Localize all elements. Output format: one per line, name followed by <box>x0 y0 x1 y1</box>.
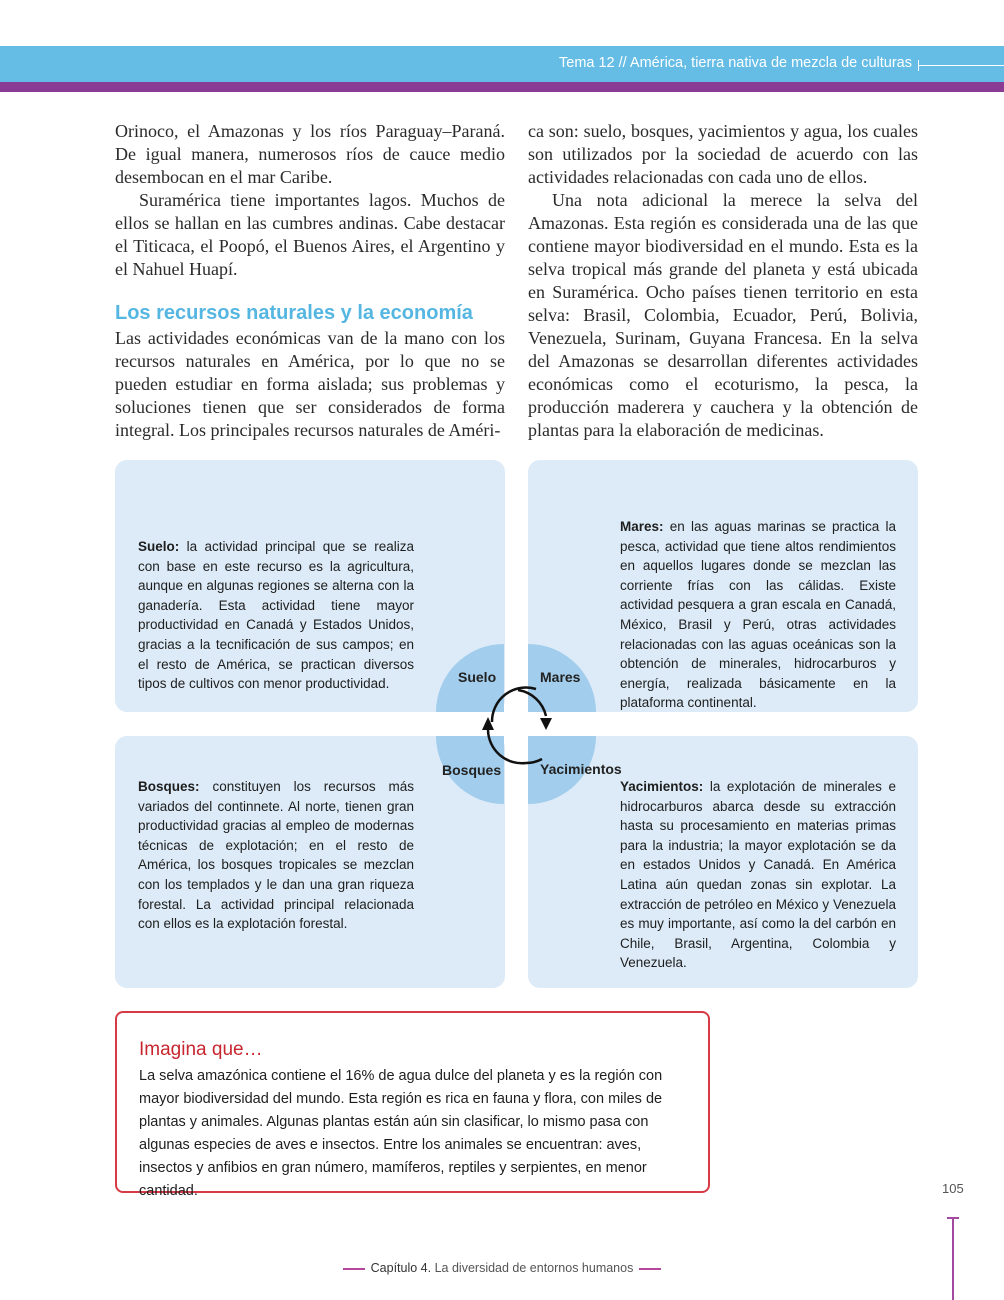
footer-chapter: Capítulo 4. <box>370 1261 432 1275</box>
yacimientos-term: Yacimientos: <box>620 779 704 794</box>
bosques-text: constituyen los recursos más variados del continnete. Al norte, tienen gran productividad gracias al empleo de modernas técnicas de explotación; en el resto de América, los bosques tropicales se mezclan con los templados y le dan una gran riqueza forestal. La actividad principal relacionada con ellos es la explotación forestal. <box>138 779 414 932</box>
label-suelo: Suelo <box>458 669 497 685</box>
yacimientos-text: la explotación de minerales e hidrocarburos abarca desde su extracción hasta su procesamiento en materias primas para la industria; la mayor explotación se da en estados Unidos y Canadá. En América Latina aún quedan zonas sin explotar. La extracción de petróleo en México y Venezuela es muy importante, así como la del carbón en Chile, Brasil, Argentina, Colombia y Venezuela. <box>620 779 896 971</box>
label-bosques: Bosques <box>442 762 502 778</box>
right-column <box>528 120 918 442</box>
header-title: Tema 12 // América, tierra nativa de mezcla de culturas <box>559 55 912 71</box>
paragraph: Una nota adicional la merece la selva del Amazonas. Esta región es considerada una de las que contiene mayor biodiversidad en el mundo. Esta es la selva tropical más grande del planeta y está ubicada en Suramérica. Ocho países tienen territorio en esta selva: Brasil, Colombia, Ecuador, Perú, Bolivia, Venezuela, Surinam, Guyana Francesa. En la selva del Amazonas se desarrollan diferentes actividades económicas como el ecoturismo, la pesca, la producción maderera y cauchera y la obtención de plantas para la elaboración de medicinas. <box>528 190 918 440</box>
footer <box>0 1261 1004 1275</box>
section-title: Los recursos naturales y la economía <box>115 302 473 324</box>
suelo-term: Suelo: <box>138 539 180 554</box>
left-column <box>115 120 505 442</box>
paragraph: Suramérica tiene importantes lagos. Muchos de ellos se hallan en las cumbres andinas. Cabe destacar el Titicaca, el Poopó, el Buenos Aires, el Argentino y el Nahuel Huapí. <box>115 190 505 279</box>
bosques-description <box>138 777 414 934</box>
imagina-text: La selva amazónica contiene el 16% de agua dulce del planeta y es la región con mayor biodiversidad del mundo. Esta región es rica en fauna y flora, con miles de plantas y animales. Algunas plantas están aún sin clasificar, lo mismo pasa con algunas especies de aves e insectos. Entre los animales se encuentran: aves, insectos y anfibios en gran número, mamíferos, reptiles y serpientes, en menor cantidad. <box>139 1068 663 1199</box>
mares-description <box>620 517 896 713</box>
header-rule <box>918 65 1004 66</box>
label-yacimientos: Yacimientos <box>540 761 622 777</box>
paragraph: Las actividades económicas van de la mano con los recursos naturales en América, por lo que no se pueden estudiar en forma aislada; sus problemas y soluciones tienen que ser considerados de forma integral. Los principales recursos naturales de Améri- <box>115 328 505 440</box>
footer-line-right <box>639 1268 661 1270</box>
label-mares: Mares <box>540 669 581 685</box>
suelo-text: la actividad principal que se realiza con base en este recurso es la agricultura, aunque en algunas regiones se alterna con la ganadería. Esta actividad tiene mayor productividad en Canadá y Estados Unidos, gracias a la tecnificación de sus campos; en el resto de América, se practican diversos tipos de cultivos con menor productividad. <box>138 539 414 692</box>
suelo-description <box>138 537 414 694</box>
header-stripe <box>0 82 1004 92</box>
imagina-title: Imagina que… <box>139 1039 263 1060</box>
mares-term: Mares: <box>620 519 664 534</box>
paragraph: ca son: suelo, bosques, yacimientos y agua, los cuales son utilizados por la sociedad de acuerdo con las actividades relacionadas con cada uno de ellos. <box>528 121 918 187</box>
page-number: 105 <box>942 1181 964 1196</box>
imagina-box <box>115 1011 710 1199</box>
page-rule <box>952 1218 954 1300</box>
mares-text: en las aguas marinas se practica la pesca, actividad que tiene altos rendimientos en aquellos lugares donde se mezclan las corriente frías con las cálidas. Existe actividad pesquera a gran escala en Canadá, México, Brasil y Perú, otras actividades relacionadas con las aguas oceánicas son la obtención de minerales, hidrocarburos y energía, realizada básicamente en la plataforma continental. <box>620 519 896 711</box>
paragraph: Orinoco, el Amazonas y los ríos Paraguay–Paraná. De igual manera, numerosos ríos de cauce medio desembocan en el mar Caribe. <box>115 121 505 187</box>
yacimientos-description <box>620 777 896 973</box>
footer-subtitle: La diversidad de entornos humanos <box>434 1261 634 1275</box>
cycle-arrows-icon <box>478 686 574 766</box>
bosques-term: Bosques: <box>138 779 200 794</box>
footer-line-left <box>343 1268 365 1270</box>
